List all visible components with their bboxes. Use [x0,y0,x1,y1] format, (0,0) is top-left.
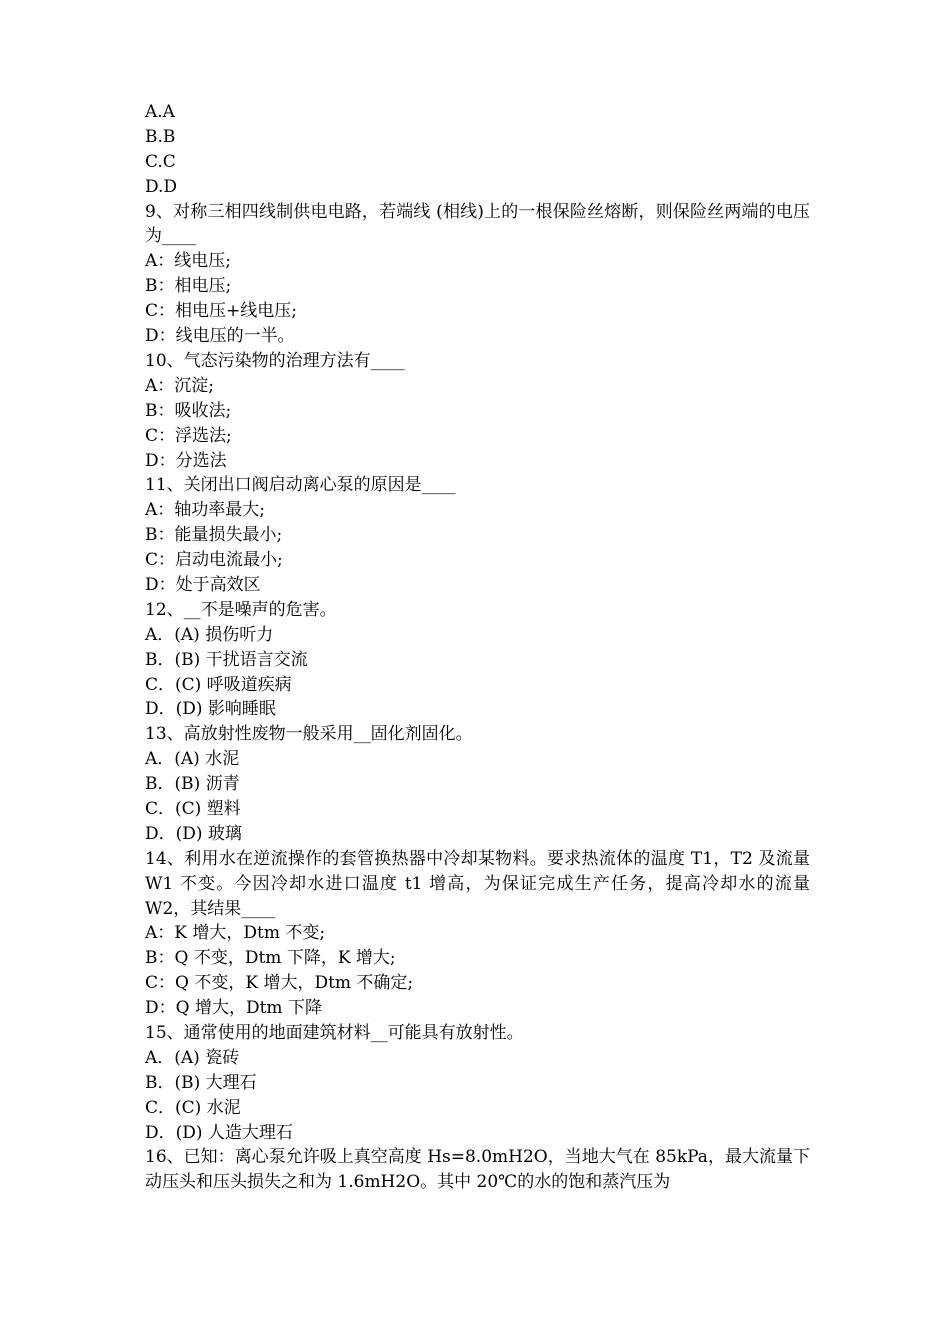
option-c: C：Q 不变，K 增大，Dtm 不确定; [145,973,414,994]
option-a: A：轴功率最大; [145,500,266,521]
option-b: B．(B) 大理石 [145,1072,257,1093]
option-a: A：线电压; [145,251,232,272]
question-stem: 16、已知：离心泵允许吸上真空高度 Hs=8.0mH2O，当地大气在 85kPa，最大流量下动压头和压头损失之和为 1.6mH2O。其中 20℃的水的饱和蒸汽压为 [145,1147,810,1193]
question-12 [145,598,810,722]
option-c: C．(C) 呼吸道疾病 [145,674,292,695]
option-d: D：处于高效区 [145,574,261,595]
option-a: A：沉淀; [145,375,215,396]
option-c: C：相电压+线电压; [145,301,297,322]
option-a: A.A [145,102,175,122]
question-10 [145,349,810,473]
option-d: D．(D) 人造大理石 [145,1122,293,1143]
option-c: C.C [145,151,176,172]
question-15 [145,1021,810,1145]
question-9 [145,200,810,349]
option-a: A．(A) 水泥 [145,749,240,770]
option-a: A：K 增大，Dtm 不变; [145,923,326,944]
question-stem: 11、关闭出口阀启动离心泵的原因是____ [145,475,456,496]
option-d: D.D [145,176,178,197]
question-stem: 14、利用水在逆流操作的套管换热器中冷却某物料。要求热流体的温度 T1，T2 及流量 W1 不变。今因冷却水进口温度 t1 增高，为保证完成生产任务，提高冷却水的流量 W2，其结果____ [145,848,810,919]
option-b: B．(B) 干扰语言交流 [145,649,308,670]
question-stem: 13、高放射性废物一般采用__固化剂固化。 [145,724,473,745]
question-stem: 12、__不是噪声的危害。 [145,599,337,620]
option-d: D：线电压的一半。 [145,326,295,347]
option-c: C：浮选法; [145,425,232,446]
question-stem: 15、通常使用的地面建筑材料__可能具有放射性。 [145,1023,524,1044]
prev-question-options [145,100,810,200]
document-page [145,100,810,1195]
question-stem: 10、气态污染物的治理方法有____ [145,350,405,371]
option-c: C．(C) 塑料 [145,798,241,819]
option-b: B：能量损失最小; [145,525,283,546]
question-16 [145,1145,810,1195]
option-d: D：Q 增大，Dtm 下降 [145,998,322,1019]
option-d: D．(D) 影响睡眠 [145,699,276,720]
option-b: B：相电压; [145,276,232,297]
question-11 [145,473,810,597]
option-d: D：分选法 [145,450,227,471]
option-c: C：启动电流最小; [145,550,283,571]
option-b: B．(B) 沥青 [145,774,240,795]
option-c: C．(C) 水泥 [145,1097,241,1118]
option-a: A．(A) 损伤听力 [145,624,274,645]
question-stem: 9、对称三相四线制供电电路，若端线 (相线)上的一根保险丝熔断，则保险丝两端的电压为____ [145,201,810,247]
option-a: A．(A) 瓷砖 [145,1047,240,1068]
question-13 [145,722,810,846]
option-b: B：吸收法; [145,400,232,421]
option-d: D．(D) 玻璃 [145,823,242,844]
option-b: B.B [145,126,176,147]
question-14 [145,847,810,1021]
option-b: B：Q 不变，Dtm 下降，K 增大; [145,948,396,969]
